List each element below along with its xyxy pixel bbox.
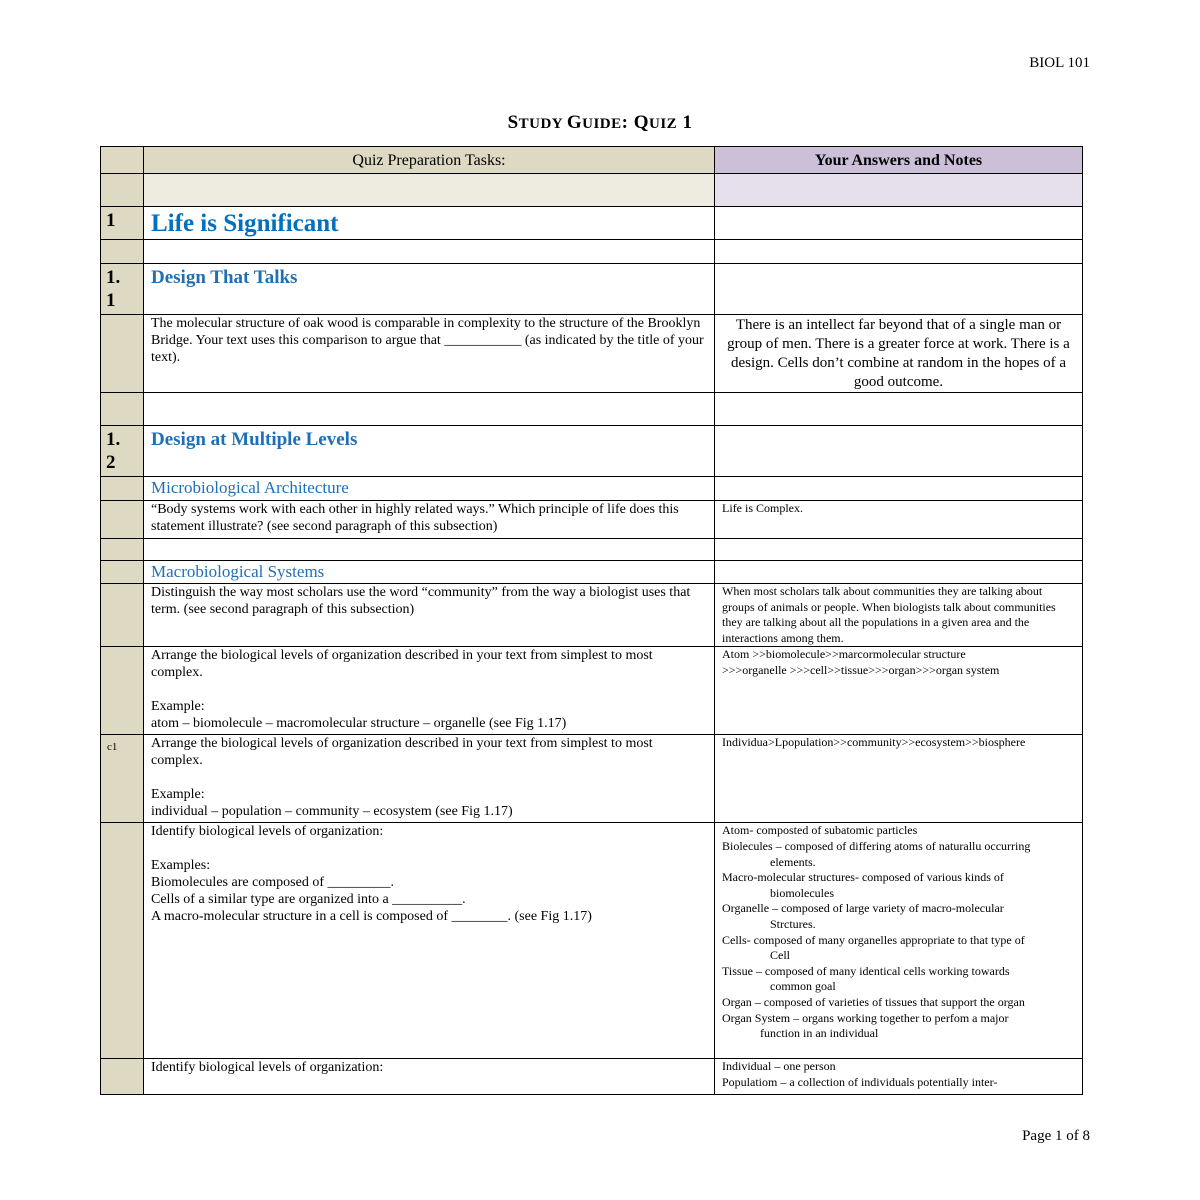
topic-title: Microbiological Architecture [151,478,349,497]
question-cell [144,823,715,1059]
answer-text: Individual – one person [722,1059,836,1074]
document-title: STUDY GUIDE: QUIZ 1 [507,112,693,133]
section-number: 1 [101,207,144,240]
subsection-number: 1. 2 [101,426,144,477]
answer-cell[interactable] [715,501,1083,539]
answer-cell[interactable] [715,735,1083,823]
study-guide-table [100,146,1083,1095]
example-text: Cells of a similar type are organized into a __________. [151,892,466,908]
answer-cell[interactable] [715,1059,1083,1095]
topic-title: Macrobiological Systems [151,562,325,581]
answer-line: Cell [770,948,790,963]
question-text: The molecular structure of oak wood is comparable in complexity to the structure of the Brooklyn Bridge. Your text uses this comparison to argue that ___________ (as indicated by the title of your text). [144,315,715,393]
example-text: atom – biomolecule – macromolecular structure – organelle (see Fig 1.17) [151,716,567,732]
example-label: Examples: [151,858,211,874]
answer-cell[interactable] [715,584,1083,647]
answer-line: Organelle – composed of large variety of macro-molecular [722,901,1004,916]
answer-cell[interactable] [715,264,1083,315]
answer-line: elements. [770,854,816,869]
answer-text: >>>organelle >>>cell>>tissue>>>organ>>>organ system [722,662,1000,677]
subsection-title: Design That Talks [151,267,298,288]
answer-text: Atom >>biomolecule>>marcormolecular structure [722,647,966,662]
page-number: Page 1 of 8 [1022,1128,1090,1144]
question-text: Identify biological levels of organization: [144,1059,715,1095]
col-header-tasks: Quiz Preparation Tasks: [144,147,715,174]
topic-row [101,477,1083,501]
answer-line: Organ System – organs working together to perfom a major [722,1010,1009,1025]
spacer-row [101,393,1083,426]
question-text: Arrange the biological levels of organization described in your text from simplest to most complex. [151,736,653,769]
table-header-row [101,147,1083,174]
topic-row [101,561,1083,584]
subsection-row [101,426,1083,477]
question-row [101,735,1083,823]
section-title: Life is Significant [151,210,339,237]
spacer-row [101,539,1083,561]
answer-cell[interactable] [715,647,1083,735]
subheader-row [101,174,1083,207]
question-text: “Body systems work with each other in highly related ways.” Which principle of life does this statement illustrate? (see second paragraph of this subsection) [144,501,715,539]
question-text: Arrange the biological levels of organization described in your text from simplest to most complex. [151,648,653,681]
example-text: individual – population – community – ecosystem (see Fig 1.17) [151,804,513,820]
answer-line: Cells- composed of many organelles appropriate to that type of [722,932,1025,947]
question-row [101,501,1083,539]
section-row [101,207,1083,240]
answer-line: Organ – composed of varieties of tissues that support the organ [722,994,1025,1009]
answer-line: function in an individual [760,1026,879,1041]
example-label: Example: [151,787,205,803]
subsection-row [101,264,1083,315]
question-row [101,315,1083,393]
course-code: BIOL 101 [1029,55,1090,71]
example-label: Example: [151,699,205,715]
tasks-blank-cell [144,174,715,207]
answer-line: Macro-molecular structures- composed of various kinds of [722,870,1004,885]
question-row [101,823,1083,1059]
answer-text: There is an intellect far beyond that of a single man or group of men. There is a greater force at work. There is a design. Cells don’t combine at random in the hopes of a good outcome. [727,317,1070,390]
answer-line: common goal [770,979,836,994]
answer-cell[interactable] [715,823,1083,1059]
answer-list [722,823,1075,1041]
answer-line: Biolecules – composed of differing atoms of naturallu occurring [722,838,1031,853]
answer-text: When most scholars talk about communities they are talking about groups of animals or people. When biologists talk about communities they are talking about all the populations in a given area and the interactions among them. [722,584,1056,645]
example-text: Biomolecules are composed of _________. [151,875,395,891]
subsection-title: Design at Multiple Levels [151,429,358,450]
question-cell [144,647,715,735]
question-text: Distinguish the way most scholars use the word “community” from the way a biologist uses that term. (see second paragraph of this subsection) [144,584,715,647]
answer-line: Strctures. [770,916,816,931]
question-row [101,647,1083,735]
spacer-row [101,240,1083,264]
example-text: A macro-molecular structure in a cell is composed of ________. (see Fig 1.17) [151,909,592,925]
answer-cell[interactable] [715,315,1083,393]
answer-cell[interactable] [715,207,1083,240]
answer-text: Populatiom – a collection of individuals potentially inter- [722,1074,998,1089]
question-cell [144,735,715,823]
question-text: Identify biological levels of organization: [151,824,384,840]
subsection-number: 1. 1 [101,264,144,315]
answer-cell[interactable] [715,426,1083,477]
question-row [101,584,1083,647]
answer-line: Atom- composted of subatomic particles [722,823,918,838]
col-header-answers: Your Answers and Notes [715,147,1083,174]
answers-blank-cell [715,174,1083,207]
question-row [101,1059,1083,1095]
answer-text: Individua>Lpopulation>>community>>ecosystem>>biosphere [722,735,1026,750]
answer-line: biomolecules [770,885,834,900]
answer-text: Life is Complex. [722,501,803,515]
row-marker: c1 [101,735,144,823]
answer-line: Tissue – composed of many identical cells working towards [722,963,1010,978]
